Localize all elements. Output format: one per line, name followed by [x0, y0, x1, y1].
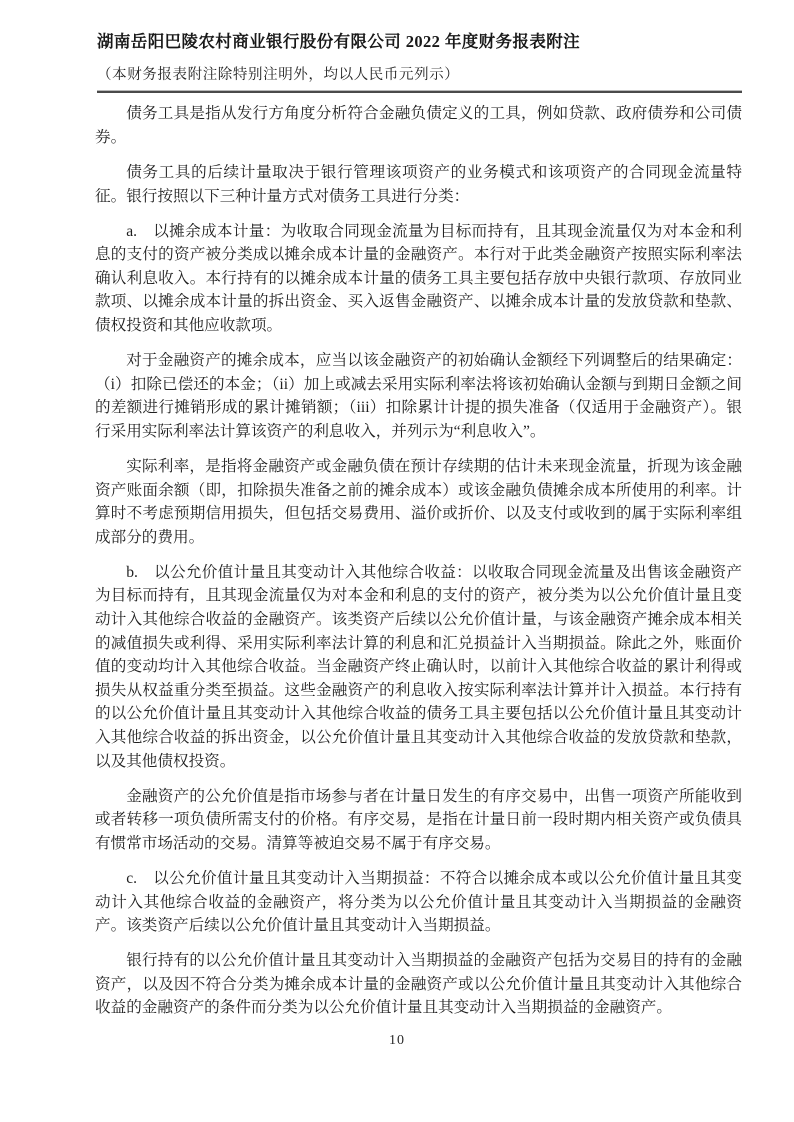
- paragraph-fvtpl-holdings: 银行持有的以公允价值计量且其变动计入当期损益的金融资产包括为交易目的持有的金融资产，以及因不符合分类为摊余成本计量的金融资产或以公允价值计量且其变动计入其他综合收益的金融资产的条件而分类为以公允价值计量且其变动计入当期损益的金融资产。: [95, 952, 742, 1017]
- document-body: [0, 102, 794, 1020]
- paragraph-item-c-fvtpl: c. 以公允价值计量且其变动计入当期损益：不符合以摊余成本或以公允价值计量且其变动计入其他综合收益的金融资产，将分类为以公允价值计量且其变动计入当期损益的金融资产。该类资产后续以公允价值计量且其变动计入当期损益。: [95, 869, 742, 935]
- paragraph-debt-instrument-definition: 债务工具是指从发行方角度分析符合金融负债定义的工具，例如贷款、政府债券和公司债券。: [95, 105, 742, 146]
- page-footer: [0, 1031, 794, 1049]
- header-divider: [97, 90, 742, 93]
- document-header: [0, 0, 794, 93]
- document-subtitle: （本财务报表附注除特别注明外，均以人民币元列示）: [97, 67, 460, 84]
- paragraph-amortized-cost-determination: 对于金融资产的摊余成本，应当以该金融资产的初始确认金额经下列调整后的结果确定：（i）扣除已偿还的本金；（ii）加上或减去采用实际利率法将该初始确认金额与到期日金额之间的差额进行摊销形成的累计摊销额；（iii）扣除累计计提的损失准备（仅适用于金融资产）。银行采用实际利率法计算该资产的利息收入，并列示为“利息收入”。: [95, 352, 742, 440]
- paragraph-fair-value-definition: 金融资产的公允价值是指市场参与者在计量日发生的有序交易中，出售一项资产所能收到或者转移一项负债所需支付的价格。有序交易，是指在计量日前一段时期内相关资产或负债具有惯常市场活动的交易。清算等被迫交易不属于有序交易。: [95, 787, 742, 852]
- paragraph-effective-interest-rate: 实际利率，是指将金融资产或金融负债在预计存续期的估计未来现金流量，折现为该金融资产账面余额（即，扣除损失准备之前的摊余成本）或该金融负债摊余成本所使用的利率。计算时不考虑预期信用损失，但包括交易费用、溢价或折价、以及支付或收到的属于实际利率组成部分的费用。: [95, 457, 742, 546]
- document-title: 湖南岳阳巴陵农村商业银行股份有限公司 2022 年度财务报表附注: [97, 32, 581, 51]
- paragraph-item-a-amortized-cost: a. 以摊余成本计量：为收取合同现金流量为目标而持有，且其现金流量仅为对本金和利息的支付的资产被分类成以摊余成本计量的金融资产。本行对于此类金融资产按照实际利率法确认利息收入。本行持有的以摊余成本计量的债务工具主要包括存放中央银行款项、存放同业款项、以摊余成本计量的拆出资金、买入返售金融资产、以摊余成本计量的发放贷款和垫款、债权投资和其他应收款项。: [95, 222, 742, 335]
- page-number: 10: [389, 1033, 405, 1048]
- paragraph-item-b-fvoci: b. 以公允价值计量且其变动计入其他综合收益：以收取合同现金流量及出售该金融资产为目标而持有，且其现金流量仅为对本金和利息的支付的资产，被分类为以公允价值计量且变动计入其他综合收益的金融资产。该类资产后续以公允价值计量，与该金融资产摊余成本相关的减值损失或利得、采用实际利率法计算的利息和汇兑损益计入当期损益。除此之外，账面价值的变动均计入其他综合收益。当金融资产终止确认时，以前计入其他综合收益的累计利得或损失从权益重分类至损益。这些金融资产的利息收入按实际利率法计算并计入损益。本行持有的以公允价值计量且其变动计入其他综合收益的债务工具主要包括以公允价值计量且其变动计入其他综合收益的拆出资金，以公允价值计量且其变动计入其他综合收益的发放贷款和垫款，以及其他债权投资。: [95, 563, 742, 770]
- paragraph-subsequent-measurement-intro: 债务工具的后续计量取决于银行管理该项资产的业务模式和该项资产的合同现金流量特征。银行按照以下三种计量方式对债务工具进行分类：: [95, 163, 742, 205]
